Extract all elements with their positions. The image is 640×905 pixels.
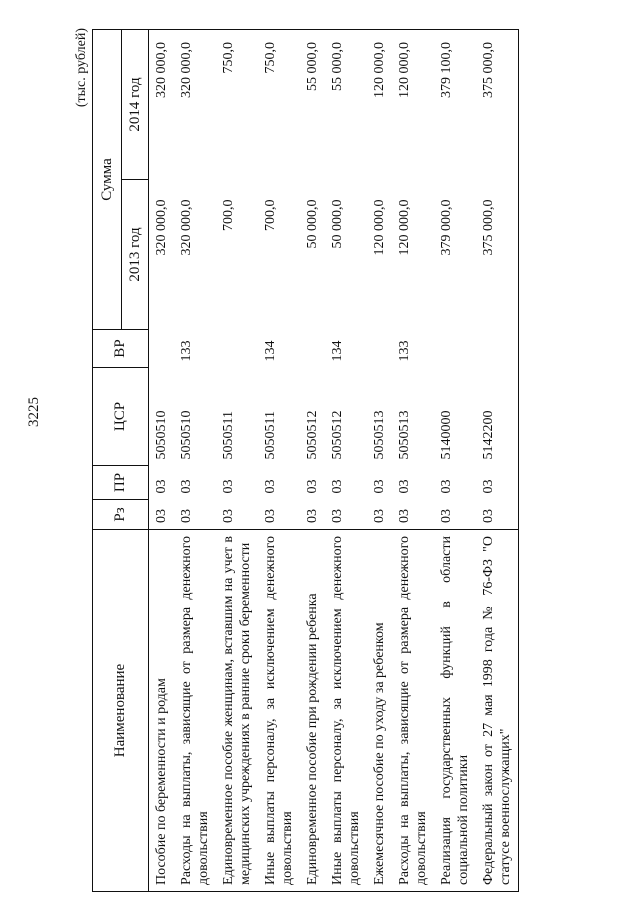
cell-vr [367, 330, 392, 368]
cell-vr: 134 [330, 340, 345, 362]
cell-sum-2014: 375 000,0 [476, 29, 519, 179]
cell-pr: 03 [397, 479, 412, 494]
cell-vr: 134 [263, 340, 278, 362]
cell-sum-2014: 55 000,0 [325, 29, 367, 179]
cell-name: Иные выплаты персоналу, за исключением денежного довольствия [258, 530, 300, 892]
cell-csr: 5050511 [263, 411, 278, 460]
table-row [300, 29, 325, 891]
cell-rz: 03 [330, 509, 345, 523]
cell-name: Единовременное пособие женщинам, вставшим на учет в медицинских учреждениях в ранние сроки беременности [216, 530, 258, 892]
table-row [367, 29, 392, 891]
table-body [149, 29, 519, 891]
cell-sum-2014: 379 100,0 [434, 29, 476, 179]
rotated-page [18, 12, 618, 892]
table-row [392, 29, 434, 891]
cell-name: Расходы на выплаты, зависящие от размера денежного довольствия [392, 530, 434, 892]
header-sum: Сумма [93, 29, 122, 329]
header-rz: Рз [93, 500, 149, 530]
cell-sum-2013: 320 000,0 [179, 199, 194, 256]
cell-vr [149, 330, 175, 368]
table-row [258, 29, 300, 891]
cell-pr: 03 [476, 466, 519, 500]
cell-pr: 03 [372, 479, 387, 494]
cell-csr: 5050511 [221, 411, 236, 460]
cell-sum-2013: 320 000,0 [154, 199, 169, 256]
cell-name: Реализация государственных функций в области социальной политики [434, 530, 476, 892]
cell-sum-2014: 120 000,0 [392, 29, 434, 179]
budget-table [92, 29, 519, 892]
cell-pr: 03 [330, 479, 345, 494]
cell-csr: 5050512 [330, 410, 345, 460]
header-csr: ЦСР [93, 368, 149, 466]
cell-rz: 03 [221, 509, 236, 523]
table-row [174, 29, 216, 891]
cell-sum-2013: 50 000,0 [330, 199, 345, 249]
cell-sum-2014: 750,0 [258, 29, 300, 179]
cell-rz: 03 [439, 509, 454, 523]
cell-csr: 5050510 [154, 410, 169, 460]
cell-csr: 5140000 [439, 410, 454, 460]
cell-sum-2013: 379 000,0 [439, 199, 454, 256]
cell-name: Единовременное пособие при рождении ребенка [300, 530, 325, 892]
table-row [476, 29, 519, 891]
cell-sum-2014: 320 000,0 [149, 29, 175, 179]
cell-vr [216, 330, 258, 368]
cell-vr [476, 330, 519, 368]
table-row [149, 29, 175, 891]
header-vr: ВР [93, 330, 149, 368]
cell-vr: 133 [397, 340, 412, 362]
cell-sum-2014: 320 000,0 [174, 29, 216, 179]
cell-sum-2014: 750,0 [216, 29, 258, 179]
cell-rz: 03 [179, 509, 194, 523]
cell-name: Расходы на выплаты, зависящие от размера денежного довольствия [174, 530, 216, 892]
cell-rz: 03 [397, 509, 412, 523]
cell-rz: 03 [154, 509, 169, 523]
cell-csr: 5050513 [372, 410, 387, 460]
cell-sum-2013: 700,0 [221, 199, 236, 231]
header-name: Наименование [93, 530, 149, 892]
header-year-2013: 2013 год [122, 180, 149, 330]
cell-csr: 5050513 [397, 410, 412, 460]
cell-pr: 03 [439, 479, 454, 494]
cell-pr: 03 [179, 479, 194, 494]
table-header [93, 29, 149, 891]
cell-rz: 03 [372, 509, 387, 523]
table-row [216, 29, 258, 891]
table-row [434, 29, 476, 891]
cell-rz: 03 [263, 509, 278, 523]
page-number: 3225 [26, 397, 42, 427]
header-pr: ПР [93, 466, 149, 500]
cell-name: Ежемесячное пособие по уходу за ребенком [367, 530, 392, 892]
cell-pr: 03 [154, 479, 169, 494]
table-row [325, 29, 367, 891]
cell-name: Пособие по беременности и родам [149, 530, 175, 892]
cell-sum-2013: 50 000,0 [305, 199, 320, 249]
cell-sum-2013: 700,0 [263, 199, 278, 231]
units-label: (тыс. рублей) [74, 28, 89, 108]
cell-sum-2013: 375 000,0 [476, 180, 519, 330]
cell-vr [300, 330, 325, 368]
cell-rz: 03 [476, 500, 519, 530]
cell-csr: 5050510 [179, 410, 194, 460]
cell-pr: 03 [221, 479, 236, 494]
cell-csr: 5050512 [305, 410, 320, 460]
cell-name: Иные выплаты персоналу, за исключением денежного довольствия [325, 530, 367, 892]
cell-csr: 5142200 [476, 368, 519, 466]
cell-pr: 03 [305, 479, 320, 494]
header-year-2014: 2014 год [122, 29, 149, 179]
cell-name: Федеральный закон от 27 мая 1998 года № 76-ФЗ "О статусе военнослужащих" [476, 530, 519, 892]
cell-sum-2013: 120 000,0 [372, 199, 387, 256]
cell-sum-2014: 55 000,0 [300, 29, 325, 179]
cell-sum-2014: 120 000,0 [367, 29, 392, 179]
cell-vr: 133 [179, 340, 194, 362]
cell-sum-2013: 120 000,0 [397, 199, 412, 256]
cell-vr [434, 330, 476, 368]
cell-pr: 03 [263, 479, 278, 494]
cell-rz: 03 [305, 509, 320, 523]
